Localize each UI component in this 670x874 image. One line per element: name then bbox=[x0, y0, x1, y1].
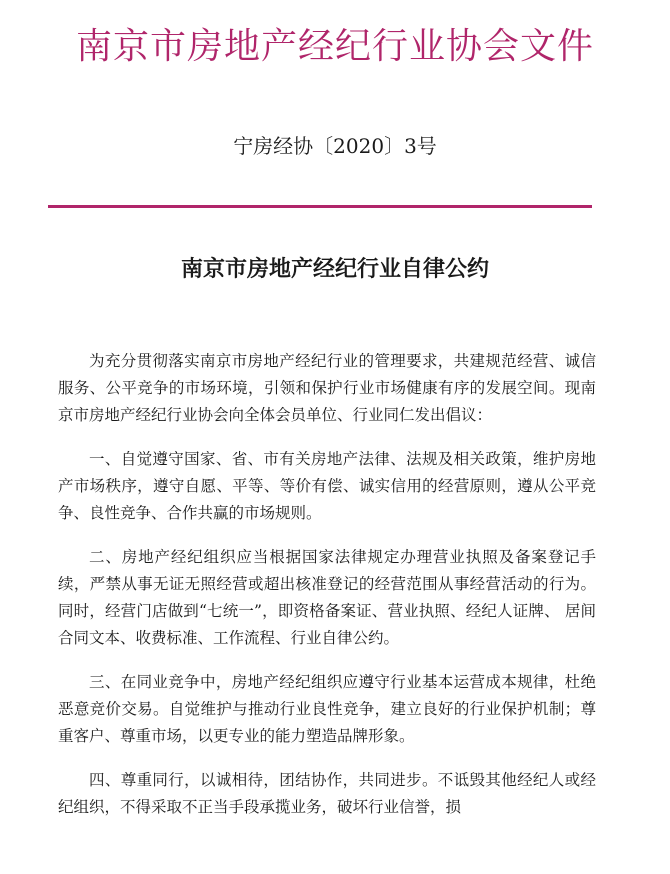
paragraph-item-2: 二、房地产经纪组织应当根据国家法律规定办理营业执照及备案登记手续，严禁从事无证无照经营或超出核准登记的经营范围从事经营活动的行为。同时，经营门店做到“七统一”，即资格备案证、营业执照、经纪人证牌、 居间合同文本、收费标准、工作流程、行业自律公约。 bbox=[58, 548, 596, 647]
document-body bbox=[58, 348, 596, 838]
paragraph-item-4: 四、尊重同行，以诚相待，团结协作，共同进步。不诋毁其他经纪人或经纪组织，不得采取不正当手段承揽业务，破坏行业信誉，损 bbox=[58, 771, 596, 816]
paragraph-intro: 为充分贯彻落实南京市房地产经纪行业的管理要求，共建规范经营、诚信服务、公平竞争的市场环境，引领和保护行业市场健康有序的发展空间。现南京市房地产经纪行业协会向全体会员单位、行业同仁发出倡议： bbox=[58, 352, 596, 424]
header-divider bbox=[48, 205, 592, 208]
org-header-title: 南京市房地产经纪行业协会文件 bbox=[75, 26, 594, 67]
document-title: 南京市房地产经纪行业自律公约 bbox=[180, 257, 489, 282]
paragraph-item-3: 三、在同业竞争中，房地产经纪组织应遵守行业基本运营成本规律，杜绝恶意竞价交易。自觉维护与推动行业良性竞争，建立良好的行业保护机制；尊重客户、尊重市场，以更专业的能力塑造品牌形象。 bbox=[58, 673, 596, 745]
document-number: 宁房经协〔2020〕3号 bbox=[233, 134, 437, 158]
paragraph-item-1: 一、自觉遵守国家、省、市有关房地产法律、法规及相关政策，维护房地产市场秩序，遵守自愿、平等、等价有偿、诚实信用的经营原则，遵从公平竞争、良性竞争、合作共赢的市场规则。 bbox=[58, 450, 596, 522]
